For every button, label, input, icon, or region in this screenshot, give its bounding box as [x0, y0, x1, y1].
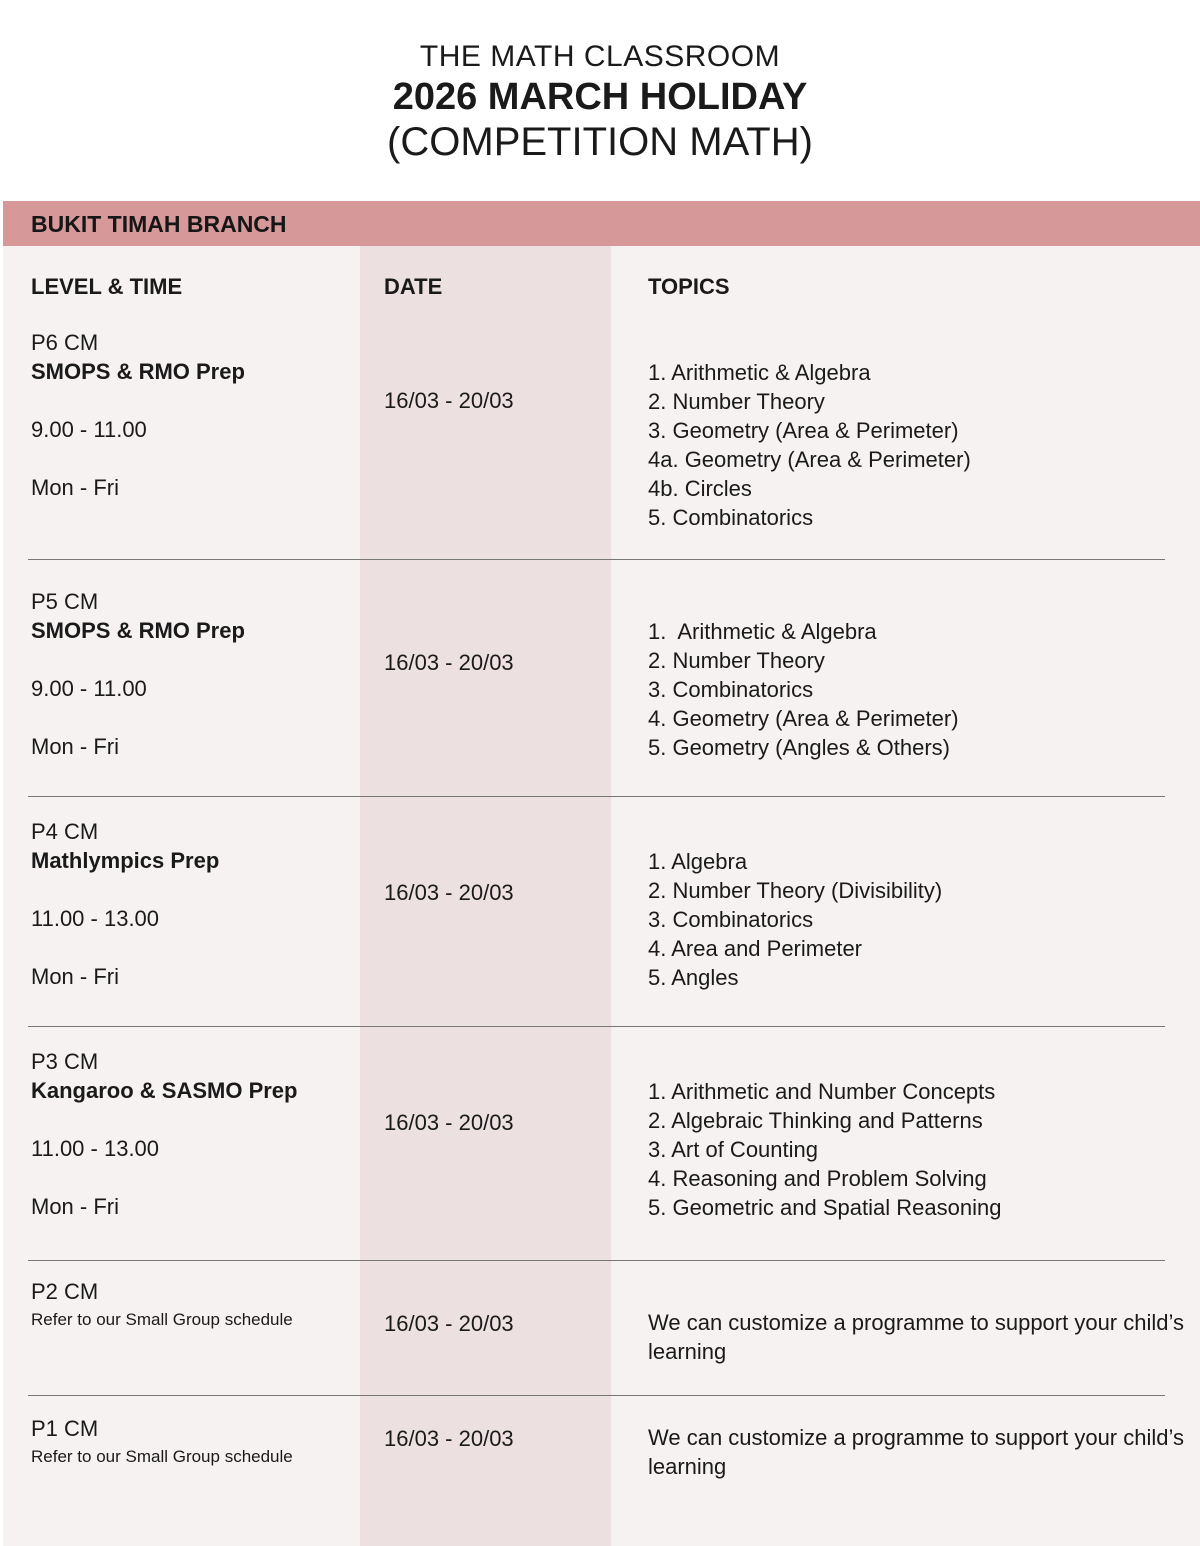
- topic-item: 2. Algebraic Thinking and Patterns: [648, 1108, 983, 1133]
- class-date: 16/03 - 20/03: [384, 1426, 514, 1451]
- custom-programme-text: We can customize a programme to support your child’s learning: [648, 1310, 1184, 1364]
- topic-list: [648, 617, 959, 762]
- level-label: P4 CM: [31, 819, 99, 844]
- schedule-note: Refer to our Small Group schedule: [31, 1310, 293, 1329]
- topic-list: [648, 358, 971, 532]
- class-days: Mon - Fri: [31, 475, 119, 500]
- topic-item: 3. Geometry (Area & Perimeter): [648, 418, 959, 443]
- row-divider: [28, 1260, 1165, 1261]
- topic-item: 1. Arithmetic & Algebra: [648, 360, 871, 385]
- topic-item: 4. Reasoning and Problem Solving: [648, 1166, 987, 1191]
- class-date: 16/03 - 20/03: [384, 880, 514, 905]
- program-name: Kangaroo & SASMO Prep: [31, 1078, 298, 1103]
- table-row-level-time: [31, 1049, 297, 1223]
- column-header-topics: TOPICS: [648, 274, 730, 299]
- table-row-level-time: [31, 819, 219, 993]
- topic-item: 4. Geometry (Area & Perimeter): [648, 706, 959, 731]
- schedule-note: Refer to our Small Group schedule: [31, 1447, 293, 1466]
- program-name: SMOPS & RMO Prep: [31, 618, 245, 643]
- topic-item: 5. Combinatorics: [648, 505, 814, 530]
- row-divider: [28, 559, 1165, 560]
- level-label: P5 CM: [31, 589, 99, 614]
- row-divider: [28, 1395, 1165, 1396]
- row-divider: [28, 1026, 1165, 1027]
- topic-item: 3. Art of Counting: [648, 1137, 818, 1162]
- topic-item: 5. Geometry (Angles & Others): [648, 735, 950, 760]
- table-row-level-time: [31, 589, 245, 763]
- class-time: 9.00 - 11.00: [31, 417, 147, 442]
- topic-item: 1. Algebra: [648, 849, 748, 874]
- level-label: P3 CM: [31, 1049, 99, 1074]
- topic-list: [648, 847, 942, 992]
- table-row-level-time: [31, 1279, 293, 1330]
- class-days: Mon - Fri: [31, 1194, 119, 1219]
- row-divider: [28, 796, 1165, 797]
- page-title: 2026 MARCH HOLIDAY: [392, 76, 808, 118]
- table-row-level-time: [31, 1416, 293, 1467]
- topic-list: [648, 1077, 1001, 1222]
- topic-item: 2. Number Theory: [648, 389, 825, 414]
- level-label: P6 CM: [31, 330, 99, 355]
- class-date: 16/03 - 20/03: [384, 650, 514, 675]
- topic-item: 5. Angles: [648, 965, 739, 990]
- custom-programme-text: We can customize a programme to support your child’s learning: [648, 1425, 1184, 1479]
- class-time: 11.00 - 13.00: [31, 906, 160, 931]
- column-header-date: DATE: [384, 274, 443, 299]
- topic-item: 1. Arithmetic & Algebra: [648, 619, 877, 644]
- level-label: P1 CM: [31, 1416, 99, 1441]
- class-date: 16/03 - 20/03: [384, 388, 514, 413]
- topic-item: 2. Number Theory (Divisibility): [648, 878, 943, 903]
- program-name: Mathlympics Prep: [31, 848, 220, 873]
- topic-item: 4. Area and Perimeter: [648, 936, 863, 961]
- topic-item: 4b. Circles: [648, 476, 752, 501]
- table-row-level-time: [31, 330, 245, 504]
- topic-item: 5. Geometric and Spatial Reasoning: [648, 1195, 1002, 1220]
- class-date: 16/03 - 20/03: [384, 1110, 514, 1135]
- org-name: THE MATH CLASSROOM: [419, 40, 781, 73]
- program-name: SMOPS & RMO Prep: [31, 359, 245, 384]
- page-subtitle: (COMPETITION MATH): [387, 120, 813, 164]
- class-date: 16/03 - 20/03: [384, 1311, 514, 1336]
- page-header: [0, 0, 1200, 201]
- branch-name: BUKIT TIMAH BRANCH: [31, 211, 287, 237]
- class-days: Mon - Fri: [31, 964, 119, 989]
- column-header-level-time: LEVEL & TIME: [31, 274, 183, 299]
- class-time: 9.00 - 11.00: [31, 676, 147, 701]
- branch-banner: [3, 201, 1200, 246]
- topic-item: 3. Combinatorics: [648, 677, 814, 702]
- topic-item: 1. Arithmetic and Number Concepts: [648, 1079, 996, 1104]
- topic-item: 3. Combinatorics: [648, 907, 814, 932]
- level-label: P2 CM: [31, 1279, 99, 1304]
- topic-item: 4a. Geometry (Area & Perimeter): [648, 447, 971, 472]
- class-days: Mon - Fri: [31, 734, 119, 759]
- class-time: 11.00 - 13.00: [31, 1136, 160, 1161]
- topic-item: 2. Number Theory: [648, 648, 825, 673]
